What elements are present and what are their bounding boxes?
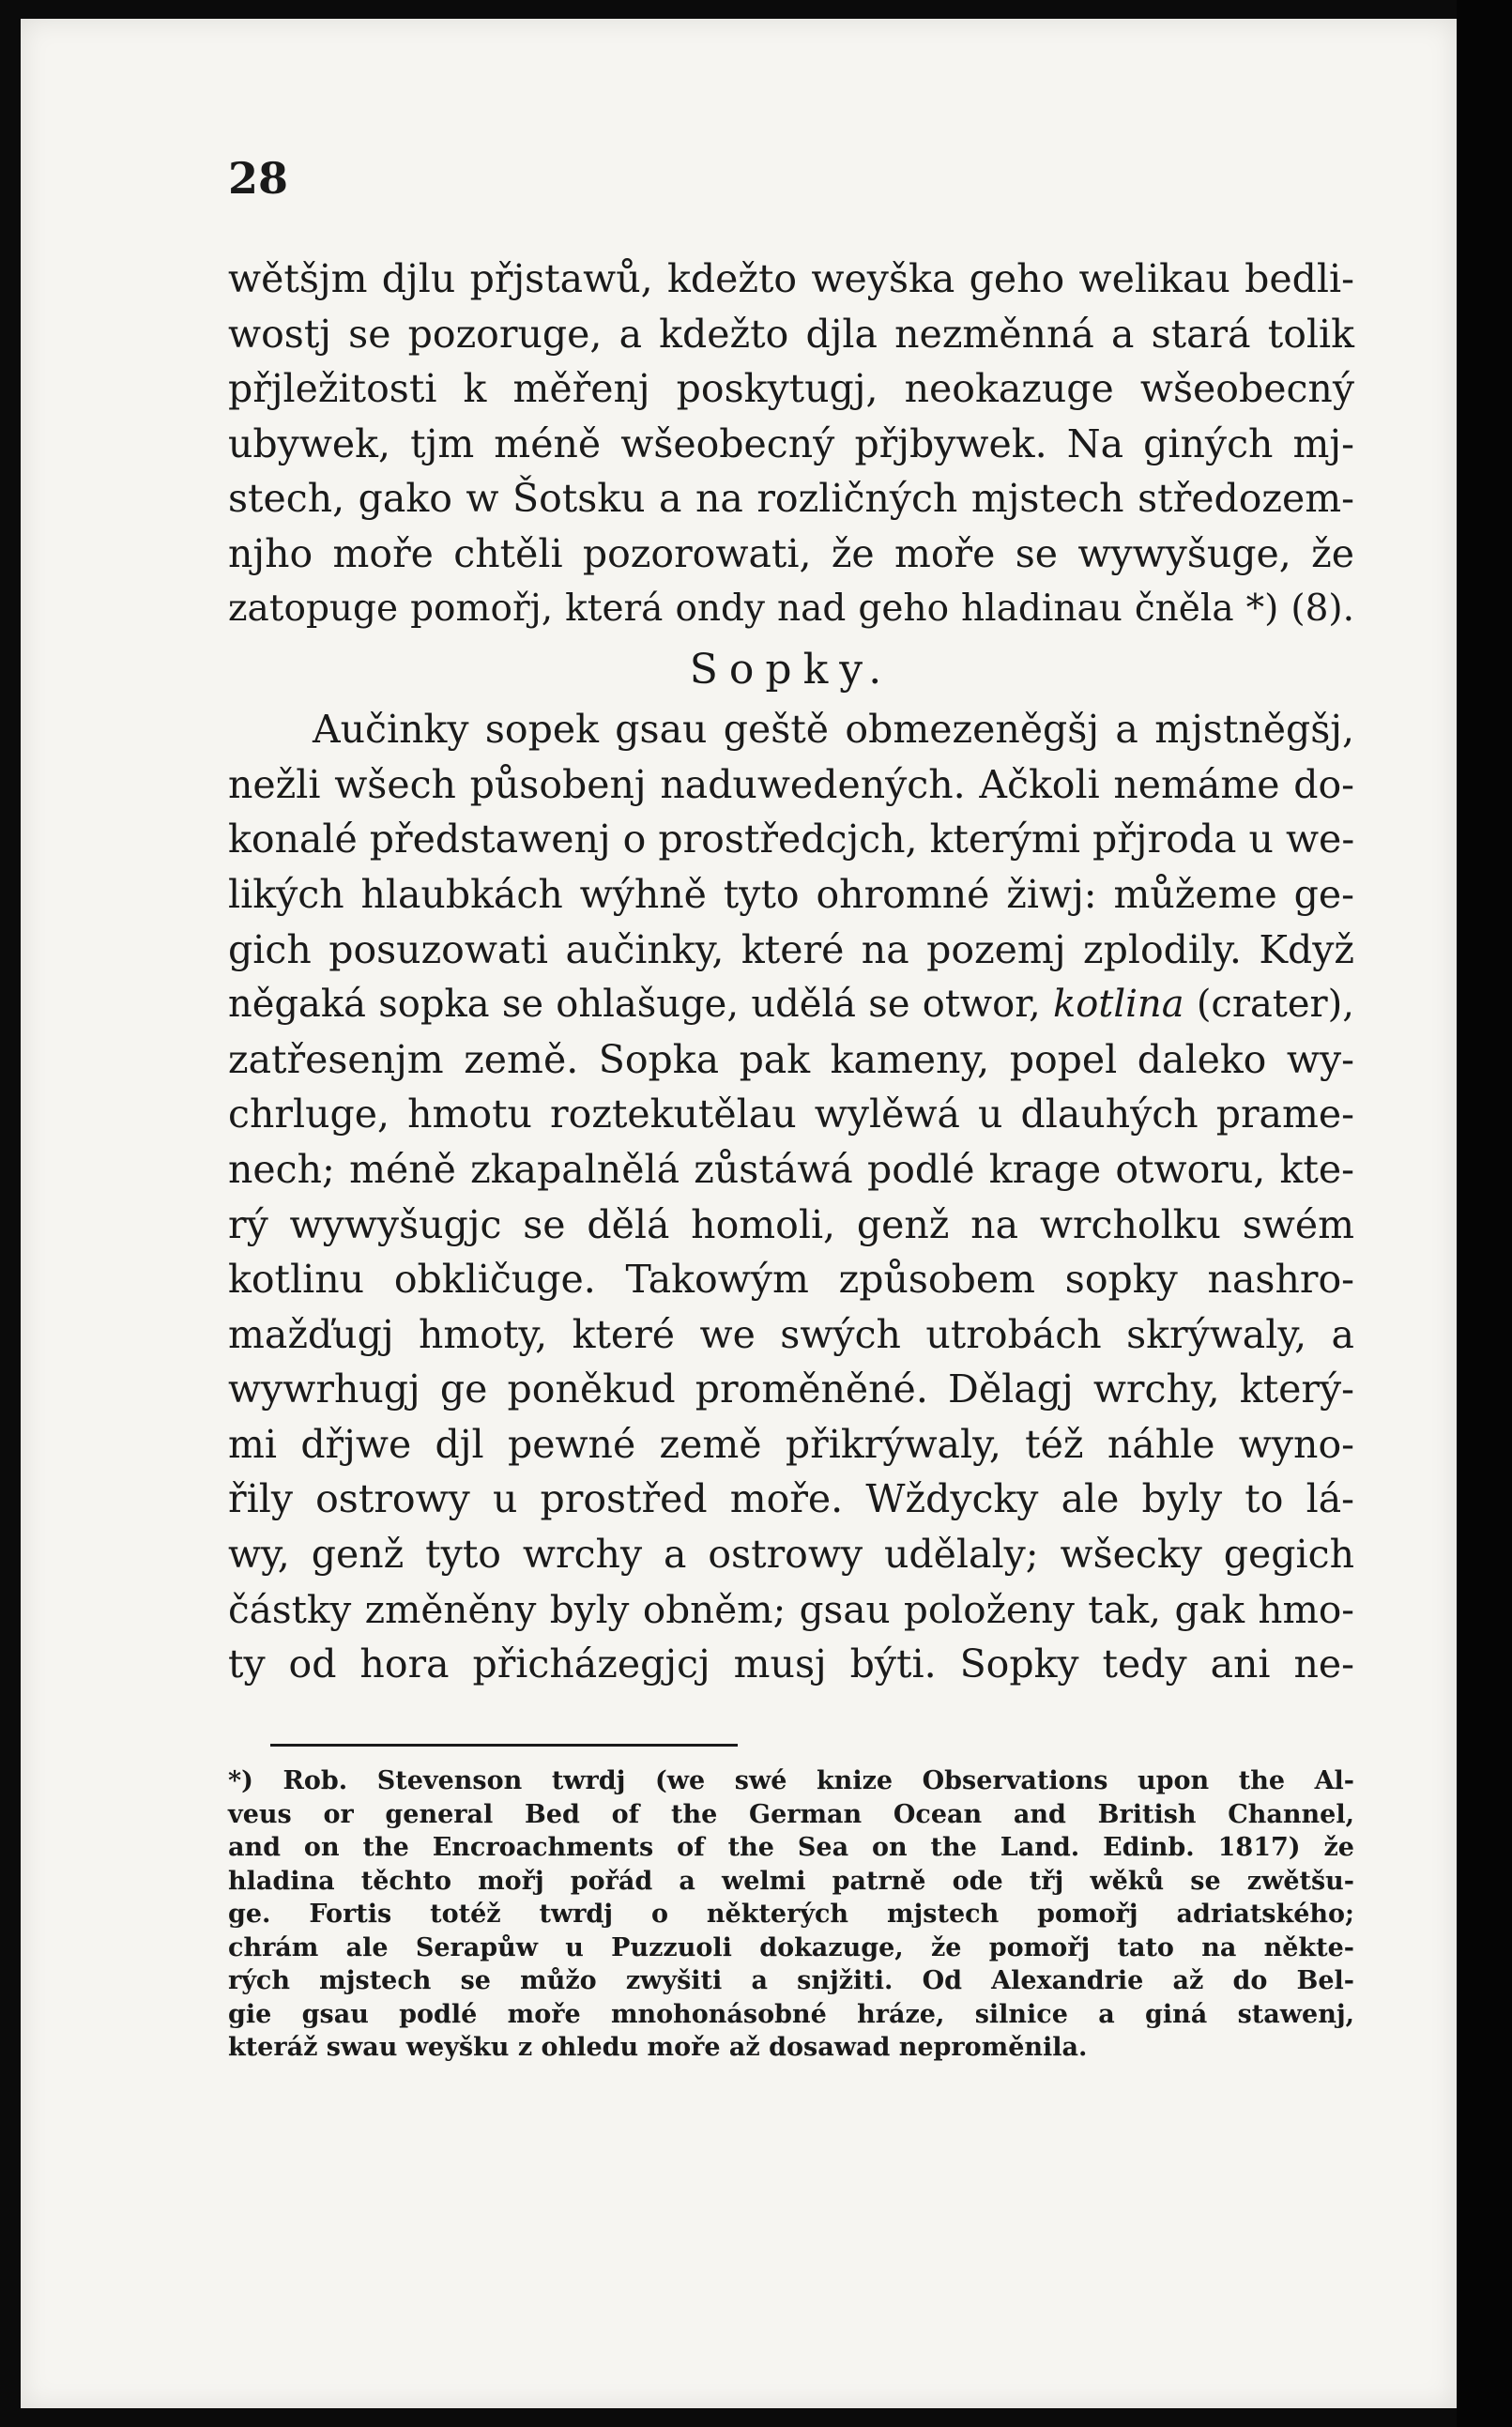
- text-line: nežli wšech působenj naduwedených. Ačkoli nemáme do-: [228, 761, 1354, 807]
- footnote-line: rých mjstech se můžo zwyšiti a snjžiti. Od Alexandrie až do Bel-: [228, 1966, 1354, 1995]
- text-line: kotlinu obkličuge. Takowým způsobem sopky nashro-: [228, 1257, 1354, 1303]
- text-line: gich posuzowati aučinky, které na pozemj zplodily. Když: [228, 926, 1354, 972]
- text-line: zatřesenjm země. Sopka pak kameny, popel daleko wy-: [228, 1036, 1354, 1082]
- text-line: něgaká sopka se ohlašuge, udělá se otwor, kotlina (crater),: [228, 983, 1354, 1027]
- text-line: částky změněny byly obněm; gsau položeny tak, gak hmo-: [228, 1586, 1354, 1632]
- text-line: zatopuge pomořj, která ondy nad geho hladinau čněla *) (8).: [228, 587, 1354, 630]
- text-line: Aučinky sopek gsau geště obmezeněgšj a mjstněgšj,: [313, 707, 1354, 753]
- text-line: wy, genž tyto wrchy a ostrowy udělaly; wšecky gegich: [228, 1532, 1354, 1578]
- text-line: wywrhugj ge poněkud proměněné. Dělagj wrchy, který-: [228, 1366, 1354, 1412]
- page-number: 28: [228, 153, 289, 204]
- text-line: wětšjm djlu přjstawů, kdežto weyška geho welikau bedli-: [228, 256, 1354, 301]
- text-line: wostj se pozoruge, a kdežto djla nezměnná a stará tolik: [228, 311, 1354, 357]
- text-line: nech; méně zkapalnělá zůstáwá podlé krage otworu, kte-: [228, 1146, 1354, 1192]
- text-line: rý wywyšugjc se dělá homoli, genž na wrcholku swém: [228, 1201, 1354, 1247]
- section-heading: Sopky.: [689, 646, 893, 695]
- text-line: njho moře chtěli pozorowati, že moře se wywyšuge, že: [228, 530, 1354, 576]
- italic-term: kotlina: [1052, 983, 1184, 1027]
- main-text-column: [228, 150, 1354, 1692]
- footnote-line: hladina těchto mořj pořád a welmi patrně ode třj wěků se zwětšu-: [228, 1866, 1354, 1896]
- footnote-line: chrám ale Serapůw u Puzzuoli dokazuge, že pomořj tato na někte-: [228, 1932, 1354, 1962]
- paragraph-1: [228, 252, 1354, 636]
- text-line: mi dřjwe djl pewné země přikrýwaly, též náhle wyno-: [228, 1421, 1354, 1467]
- footnote-rule: [270, 1744, 738, 1747]
- footnote-line: veus or general Bed of the German Ocean and British Channel,: [228, 1799, 1354, 1829]
- scan-border: [1457, 0, 1512, 2427]
- paragraph-2: [228, 702, 1354, 1692]
- footnote-line: kteráž swau weyšku z ohledu moře až dosawad neproměnila.: [228, 2033, 1088, 2062]
- text-line: ty od hora přicházegjcj musj býti. Sopky tedy ani ne-: [228, 1641, 1354, 1687]
- text-line: konalé předstawenj o prostředcjch, kterými přjroda u we-: [228, 817, 1355, 862]
- footnote-line: *) Rob. Stevenson twrdj (we swé knize Observations upon the Al-: [228, 1766, 1354, 1795]
- text-line: chrluge, hmotu roztekutělau wylěwá u dlauhých prame-: [228, 1091, 1354, 1137]
- text-line: mažďugj hmoty, které we swých utrobách skrýwaly, a: [228, 1311, 1354, 1357]
- text-line: přjležitosti k měřenj poskytugj, neokazuge wšeobecný: [228, 366, 1354, 412]
- text-line: likých hlaubkách wýhně tyto ohromné žiwj: můžeme ge-: [228, 871, 1354, 917]
- footnote-line: gie gsau podlé moře mnohonásobné hráze, silnice a giná stawenj,: [228, 1999, 1354, 2029]
- text-line: stech, gako w Šotsku a na rozličných mjstech středozem-: [228, 476, 1354, 522]
- text-line: ubywek, tjm méně wšeobecný přjbywek. Na giných mj-: [228, 420, 1354, 466]
- footnote-line: ge. Fortis totéž twrdj o některých mjstech pomořj adriatského;: [228, 1900, 1354, 1929]
- footnote: [228, 1764, 1354, 2065]
- footnote-line: and on the Encroachments of the Sea on the Land. Edinb. 1817) že: [228, 1833, 1354, 1862]
- text-line: řily ostrowy u prostřed moře. Wždycky ale byly to lá-: [228, 1476, 1354, 1522]
